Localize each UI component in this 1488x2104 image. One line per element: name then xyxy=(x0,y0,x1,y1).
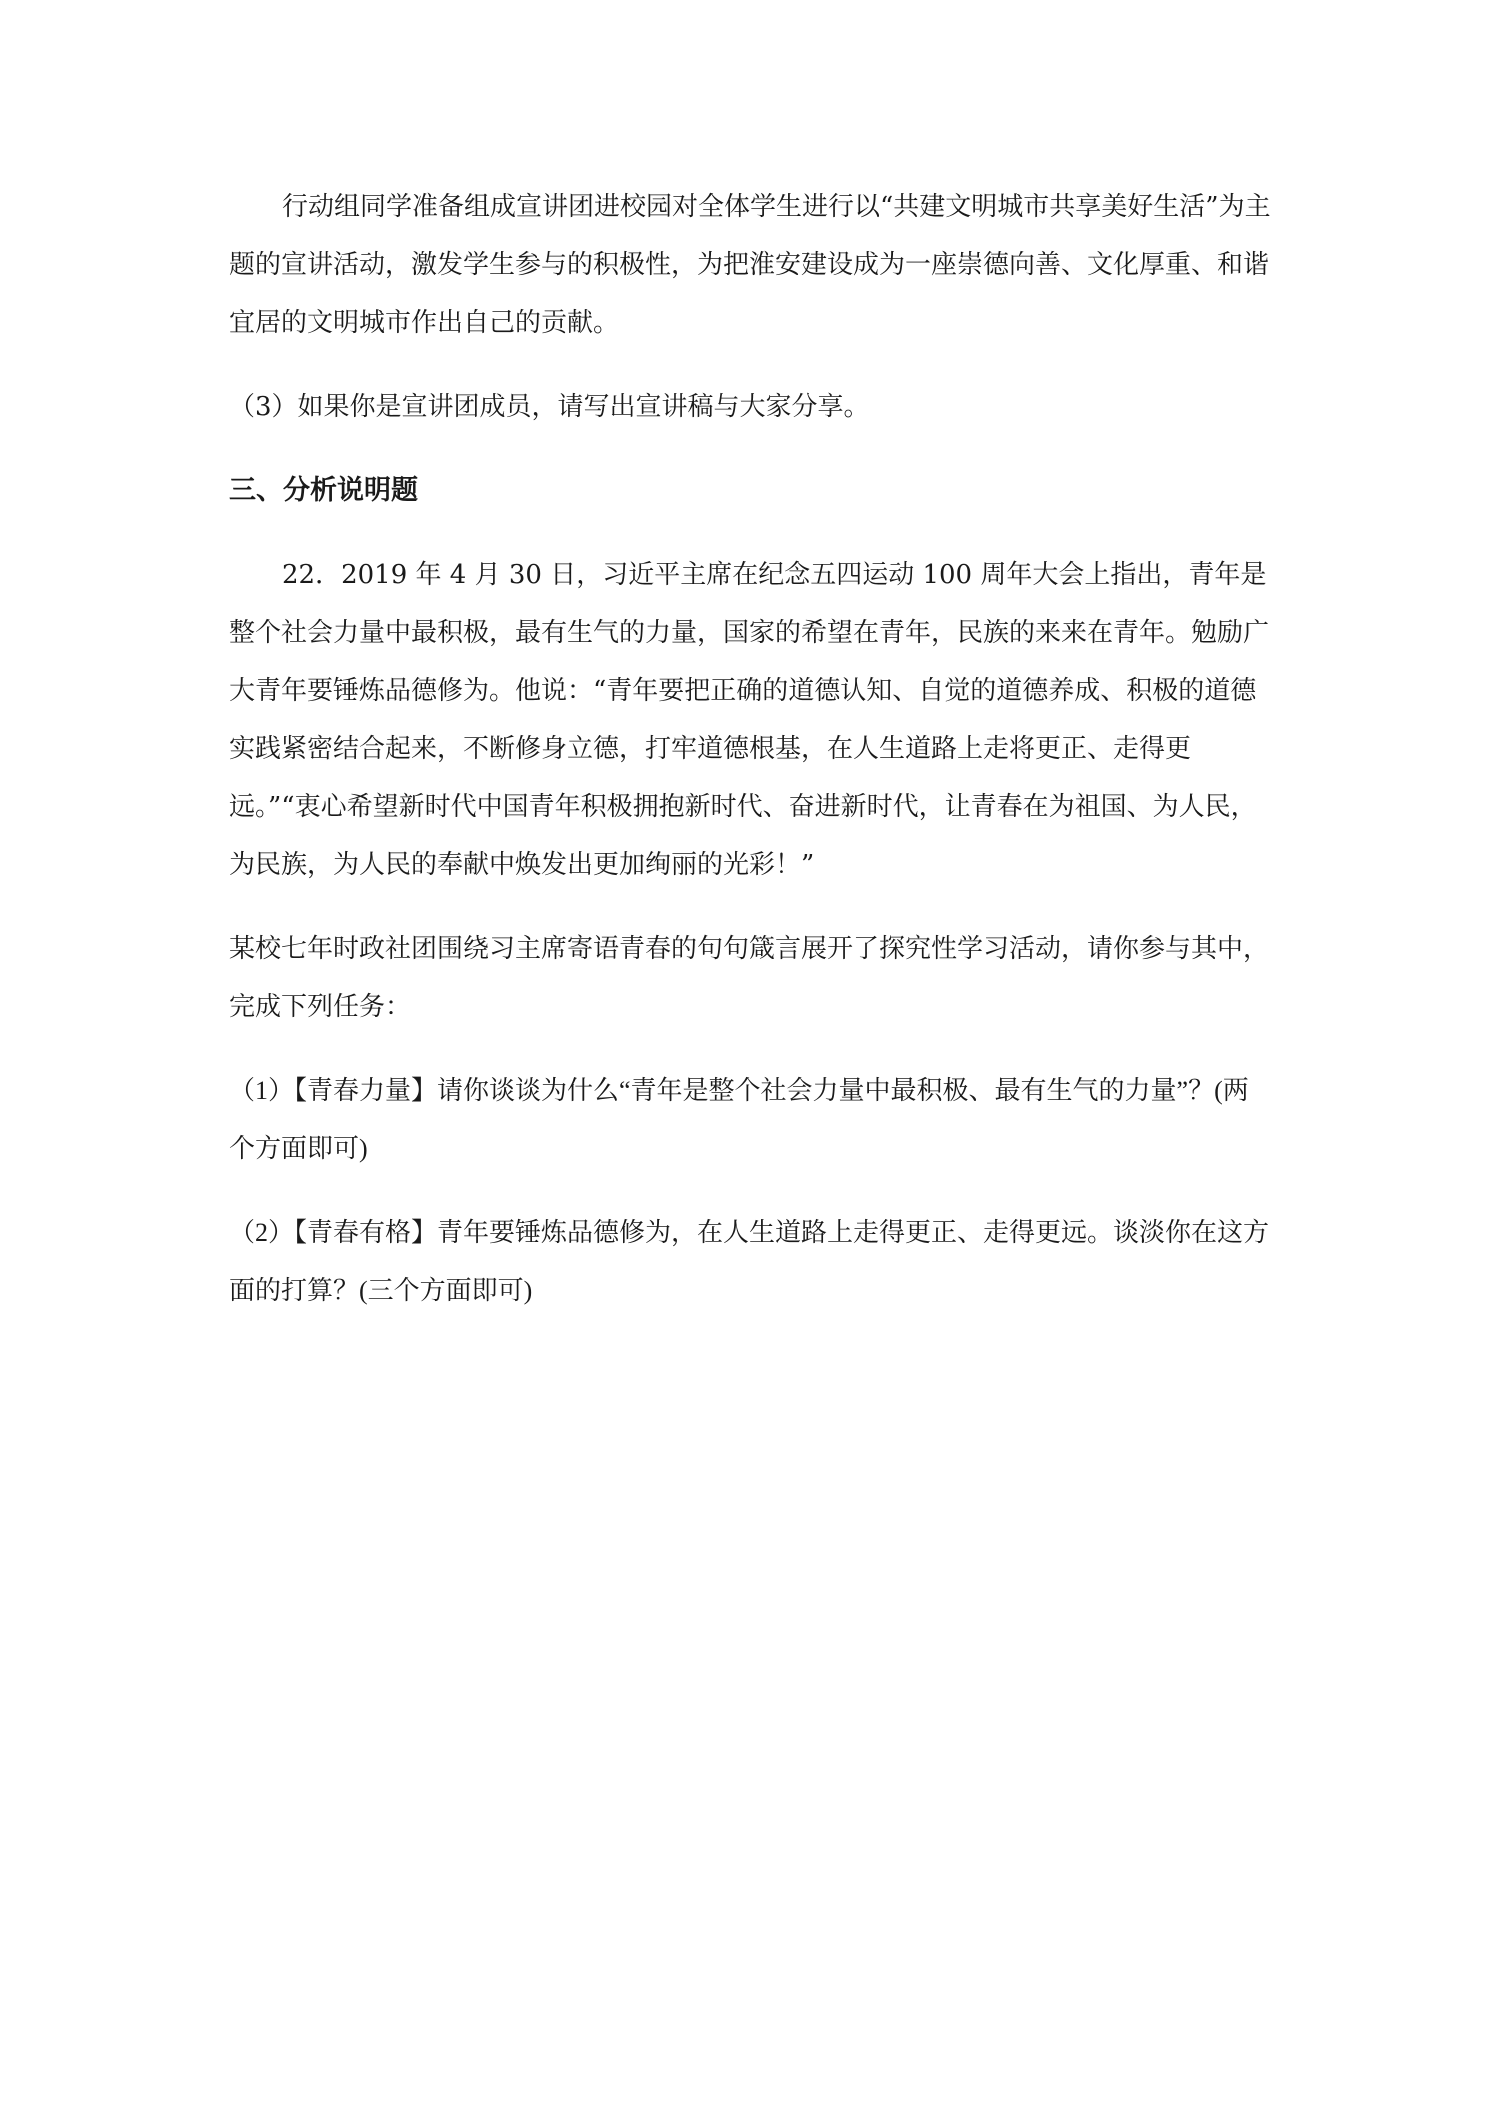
sub-question-2: （2）【青春有格】青年要锤炼品德修为，在人生道路上走得更正、走得更远。谈淡你在这方面的打算？(三个方面即可) xyxy=(229,1218,1270,1305)
section-heading: 三、分析说明题 xyxy=(229,475,418,506)
document-page xyxy=(229,178,1274,1320)
question-22: 22．2019 年 4 月 30 日，习近平主席在纪念五四运动 100 周年大会上指出，青年是整个社会力量中最积极，最有生气的力量，国家的希望在青年，民族的来来在青年。勉励广大青年要锤炼品德修为。他说：“青年要把正确的道德认知、自觉的道德养成、积极的道德实践紧密结合起来，不断修身立德，打牢道德根基，在人生道路上走将更正、走得更远。”“衷心希望新时代中国青年积极拥抱新时代、奋进新时代，让青春在为祖国、为人民，为民族，为人民的奉献中焕发出更加绚丽的光彩！” xyxy=(229,560,1270,880)
sub-question-1: （1）【青春力量】请你谈谈为什么“青年是整个社会力量中最积极、最有生气的力量”？(两个方面即可) xyxy=(229,1076,1249,1163)
intro-paragraph: 行动组同学准备组成宣讲团进校园对全体学生进行以“共建文明城市共享美好生活”为主题的宣讲活动，激发学生参与的积极性，为把淮安建设成为一座崇德向善、文化厚重、和谐宜居的文明城市作出自己的贡献。 xyxy=(229,192,1271,338)
activity-intro: 某校七年时政社团围绕习主席寄语青春的句句箴言展开了探究性学习活动，请你参与其中，完成下列任务： xyxy=(229,934,1270,1022)
question-3: （3）如果你是宣讲团成员，请写出宣讲稿与大家分享。 xyxy=(229,392,870,422)
